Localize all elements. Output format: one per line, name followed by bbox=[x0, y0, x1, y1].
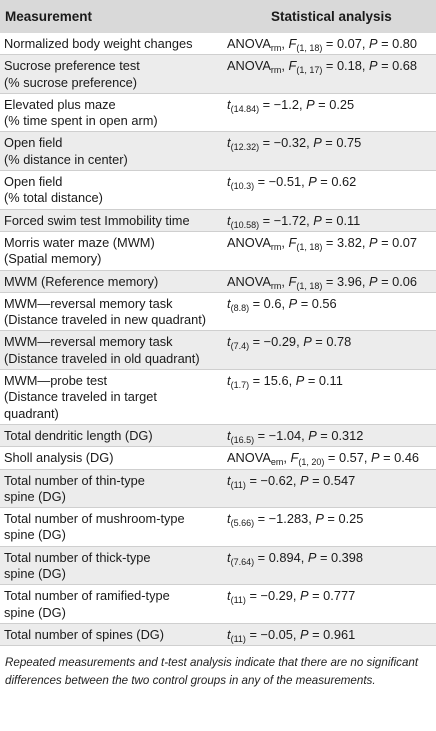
table-row bbox=[0, 292, 436, 331]
measurement-line: (Spatial memory) bbox=[4, 251, 102, 267]
t-symbol: t bbox=[227, 295, 231, 311]
p-value: 0.11 bbox=[318, 373, 343, 389]
table-row bbox=[0, 370, 436, 425]
measurement-cell bbox=[0, 508, 224, 547]
anova-subscript: rm bbox=[270, 280, 282, 291]
p-symbol: P bbox=[368, 234, 378, 250]
degrees-of-freedom: 1.7 bbox=[233, 380, 247, 391]
anova-subscript: rm bbox=[270, 65, 282, 76]
measurement-cell bbox=[0, 171, 224, 210]
statistic-cell: $ANOVA_{rm}$, $F_{(1, 18)} = 3.82$, P = 0.07 bbox=[224, 231, 436, 270]
p-symbol: P bbox=[371, 450, 380, 466]
t-symbol: t bbox=[227, 212, 231, 228]
measurement-line: Total dendritic length (DG) bbox=[4, 427, 153, 443]
degrees-of-freedom: 1, 18 bbox=[299, 241, 320, 252]
p-value: 0.46 bbox=[394, 450, 420, 466]
statistic-cell: $t_{(8.8)} = 0.6$, P = 0.56 bbox=[224, 292, 436, 331]
table-row bbox=[0, 270, 436, 292]
statistic-cell: $ANOVA_{rm}$, $F_{(1, 18)} = 0.07$, P = 0.80 bbox=[224, 33, 436, 55]
measurement-cell bbox=[0, 270, 224, 292]
df-subscript: (1, 18) bbox=[296, 280, 323, 291]
df-subscript: (1, 17) bbox=[296, 65, 323, 76]
p-value: 0.78 bbox=[326, 334, 352, 350]
degrees-of-freedom: 1, 17 bbox=[299, 65, 320, 76]
measurement-cell bbox=[0, 231, 224, 270]
statistic-cell: $t_{(12.32)} = -0.32$, P = 0.75 bbox=[224, 132, 436, 171]
t-symbol: t bbox=[227, 472, 231, 488]
p-symbol: P bbox=[313, 212, 322, 228]
t-value: −0.51 bbox=[268, 174, 302, 190]
df-subscript: (7.4) bbox=[230, 341, 250, 352]
table-row bbox=[0, 231, 436, 270]
t-symbol: t bbox=[227, 511, 231, 527]
df-subscript: (1.7) bbox=[230, 380, 250, 391]
measurement-line: Open field bbox=[4, 174, 63, 190]
t-value: 0.894 bbox=[268, 549, 301, 565]
table-footnote: Repeated measurements and t-test analysis indicate that there are no significant differences between the two control groups in any of the measurements. bbox=[5, 656, 419, 688]
table-row bbox=[0, 469, 436, 508]
df-subscript: (7.64) bbox=[230, 556, 255, 567]
p-symbol: P bbox=[303, 334, 312, 350]
measurement-cell bbox=[0, 331, 224, 370]
p-value: 0.312 bbox=[331, 427, 364, 443]
table-row bbox=[0, 424, 436, 446]
degrees-of-freedom: 10.58 bbox=[233, 219, 257, 230]
p-symbol: P bbox=[368, 36, 378, 51]
p-value: 0.75 bbox=[336, 135, 362, 151]
statistic-cell: $t_{(10.3)} = -0.51$, P = 0.62 bbox=[224, 171, 436, 210]
p-value: 0.56 bbox=[311, 295, 337, 311]
measurement-line: MWM—reversal memory task bbox=[4, 334, 173, 350]
df-subscript: (1, 18) bbox=[296, 43, 323, 53]
degrees-of-freedom: 7.4 bbox=[233, 341, 247, 352]
df-subscript: (14.84) bbox=[230, 103, 260, 114]
p-symbol: P bbox=[300, 472, 309, 488]
measurement-line: spine (DG) bbox=[4, 488, 66, 504]
f-value: 0.57 bbox=[338, 450, 364, 466]
degrees-of-freedom: 1, 18 bbox=[299, 43, 320, 53]
p-symbol: P bbox=[300, 588, 309, 604]
p-symbol: P bbox=[308, 427, 317, 443]
t-value: −0.32 bbox=[273, 135, 307, 151]
table-row bbox=[0, 55, 436, 94]
degrees-of-freedom: 5.66 bbox=[233, 518, 252, 529]
measurement-cell bbox=[0, 292, 224, 331]
table-row bbox=[0, 508, 436, 547]
p-value: 0.398 bbox=[330, 549, 364, 565]
f-value: 3.96 bbox=[336, 273, 362, 289]
t-symbol: t bbox=[227, 427, 231, 443]
p-symbol: P bbox=[288, 295, 298, 311]
table-row bbox=[0, 171, 436, 210]
df-subscript: (11) bbox=[230, 633, 246, 644]
p-symbol: P bbox=[307, 549, 317, 565]
measurement-line: Elevated plus maze bbox=[4, 96, 116, 112]
t-value: −1.2 bbox=[273, 96, 299, 112]
t-value: 0.6 bbox=[263, 295, 282, 311]
statistic-cell: $t_{(14.84)} = -1.2$, P = 0.25 bbox=[224, 93, 436, 132]
table-row bbox=[0, 132, 436, 171]
p-value: 0.80 bbox=[392, 36, 418, 51]
measurement-line: Sholl analysis (DG) bbox=[4, 450, 114, 466]
p-value: 0.25 bbox=[329, 96, 355, 112]
measurement-line: (% sucrose preference) bbox=[4, 74, 137, 90]
measurement-cell bbox=[0, 132, 224, 171]
t-value: −1.283 bbox=[268, 511, 309, 527]
measurement-cell bbox=[0, 546, 224, 585]
measurement-line: Total number of spines (DG) bbox=[4, 626, 165, 642]
statistic-cell: $t_{(7.4)} = -0.29$, P = 0.78 bbox=[224, 331, 436, 370]
anova-subscript: rm bbox=[270, 241, 282, 252]
statistic-cell: $ANOVA_{em}$, $F_{(1, 20)} = 0.57$, P = 0.46 bbox=[224, 447, 436, 469]
measurement-line: Total number of mushroom-type bbox=[4, 511, 185, 527]
statistics-table bbox=[0, 33, 436, 646]
df-subscript: (8.8) bbox=[230, 302, 250, 313]
table-row bbox=[0, 93, 436, 132]
measurement-line: Total number of thin-type bbox=[4, 472, 145, 488]
statistic-cell: $t_{(7.64)} = 0.894$, P = 0.398 bbox=[224, 546, 436, 585]
measurement-line: Morris water maze (MWM) bbox=[4, 234, 155, 250]
measurement-cell bbox=[0, 424, 224, 446]
measurement-cell bbox=[0, 209, 224, 231]
df-subscript: (11) bbox=[230, 595, 246, 606]
t-value: 15.6 bbox=[263, 373, 289, 389]
f-symbol: F bbox=[288, 234, 297, 250]
degrees-of-freedom: 11 bbox=[233, 479, 243, 490]
t-value: −0.05 bbox=[260, 626, 293, 642]
statistic-cell: $t_{(11)} = -0.29$, P = 0.777 bbox=[224, 585, 436, 624]
measurement-line: (Distance traveled in new quadrant) bbox=[4, 312, 207, 328]
degrees-of-freedom: 11 bbox=[233, 633, 243, 644]
t-symbol: t bbox=[227, 549, 231, 565]
measurement-line: (Distance traveled in target bbox=[4, 389, 157, 405]
measurement-line: (Distance traveled in old quadrant) bbox=[4, 350, 200, 366]
df-subscript: (10.3) bbox=[230, 181, 255, 192]
p-symbol: P bbox=[368, 273, 378, 289]
table-header bbox=[0, 0, 436, 33]
df-subscript: (5.66) bbox=[230, 518, 255, 529]
measurement-line: quadrant) bbox=[4, 405, 59, 421]
f-value: 0.18 bbox=[336, 58, 362, 74]
p-symbol: P bbox=[313, 135, 322, 151]
t-symbol: t bbox=[227, 174, 231, 190]
measurement-line: MWM—probe test bbox=[4, 373, 108, 389]
table-row bbox=[0, 33, 436, 55]
table-row bbox=[0, 447, 436, 469]
p-symbol: P bbox=[306, 96, 315, 112]
p-symbol: P bbox=[315, 511, 324, 527]
df-subscript: (1, 20) bbox=[298, 457, 325, 468]
t-symbol: t bbox=[227, 135, 231, 151]
p-value: 0.11 bbox=[336, 212, 361, 228]
measurement-line: spine (DG) bbox=[4, 527, 66, 543]
p-value: 0.62 bbox=[331, 174, 357, 190]
p-value: 0.06 bbox=[392, 273, 418, 289]
measurement-cell bbox=[0, 33, 224, 55]
statistic-cell: $t_{(10.58)} = -1.72$, P = 0.11 bbox=[224, 209, 436, 231]
t-symbol: t bbox=[227, 96, 231, 112]
f-value: 3.82 bbox=[336, 234, 362, 250]
statistic-cell: $t_{(5.66)} = -1.283$, P = 0.25 bbox=[224, 508, 436, 547]
df-subscript: (12.32) bbox=[230, 142, 260, 153]
degrees-of-freedom: 14.84 bbox=[233, 103, 257, 114]
p-symbol: P bbox=[308, 174, 317, 190]
t-value: −1.04 bbox=[268, 427, 302, 443]
anova-subscript: em bbox=[270, 457, 284, 468]
table-row bbox=[0, 585, 436, 624]
p-symbol: P bbox=[300, 626, 309, 642]
statistic-cell: $ANOVA_{rm}$, $F_{(1, 17)} = 0.18$, P = 0.68 bbox=[224, 55, 436, 94]
f-value: 0.07 bbox=[336, 36, 362, 51]
t-value: −1.72 bbox=[273, 212, 307, 228]
f-symbol: F bbox=[288, 273, 297, 289]
degrees-of-freedom: 11 bbox=[233, 595, 243, 606]
measurement-cell bbox=[0, 447, 224, 469]
measurement-line: (% time spent in open arm) bbox=[4, 113, 158, 129]
measurement-line: Total number of thick-type bbox=[4, 549, 151, 565]
measurement-cell bbox=[0, 370, 224, 425]
degrees-of-freedom: 12.32 bbox=[233, 142, 257, 153]
df-subscript: (16.5) bbox=[230, 434, 255, 445]
p-value: 0.777 bbox=[323, 588, 356, 604]
f-symbol: F bbox=[288, 58, 297, 74]
table-row bbox=[0, 623, 436, 645]
t-symbol: t bbox=[227, 373, 231, 389]
df-subscript: (10.58) bbox=[230, 219, 260, 230]
table-row bbox=[0, 546, 436, 585]
degrees-of-freedom: 10.3 bbox=[233, 181, 252, 192]
measurement-line: Forced swim test Immobility time bbox=[4, 212, 190, 228]
f-symbol: F bbox=[290, 450, 299, 466]
degrees-of-freedom: 1, 20 bbox=[301, 457, 322, 468]
measurement-line: spine (DG) bbox=[4, 604, 66, 620]
statistic-cell: $t_{(16.5)} = -1.04$, P = 0.312 bbox=[224, 424, 436, 446]
measurement-cell bbox=[0, 55, 224, 94]
measurement-cell bbox=[0, 469, 224, 508]
table-row bbox=[0, 209, 436, 231]
t-value: −0.29 bbox=[260, 588, 293, 604]
anova-subscript: rm bbox=[270, 43, 282, 53]
measurement-line: Normalized body weight changes bbox=[4, 36, 193, 51]
t-symbol: t bbox=[227, 626, 231, 642]
p-value: 0.07 bbox=[392, 234, 418, 250]
measurement-cell bbox=[0, 93, 224, 132]
degrees-of-freedom: 8.8 bbox=[233, 302, 247, 313]
header-measurement: Measurement bbox=[5, 9, 93, 24]
df-subscript: (1, 18) bbox=[296, 241, 323, 252]
table-row bbox=[0, 331, 436, 370]
degrees-of-freedom: 16.5 bbox=[233, 434, 252, 445]
measurement-line: MWM—reversal memory task bbox=[4, 295, 173, 311]
p-value: 0.68 bbox=[392, 58, 418, 74]
measurement-cell bbox=[0, 623, 224, 645]
p-value: 0.547 bbox=[323, 472, 356, 488]
t-symbol: t bbox=[227, 334, 231, 350]
p-symbol: P bbox=[368, 58, 378, 74]
measurement-line: Sucrose preference test bbox=[4, 58, 140, 74]
p-symbol: P bbox=[295, 373, 305, 389]
t-symbol: t bbox=[227, 588, 231, 604]
measurement-line: Open field bbox=[4, 135, 63, 151]
t-value: −0.29 bbox=[263, 334, 297, 350]
statistic-cell: $t_{(1.7)} = 15.6$, P = 0.11 bbox=[224, 370, 436, 425]
measurement-cell bbox=[0, 585, 224, 624]
measurement-line: (% distance in center) bbox=[4, 151, 128, 167]
degrees-of-freedom: 7.64 bbox=[233, 556, 252, 567]
p-value: 0.961 bbox=[323, 626, 356, 642]
measurement-line: (% total distance) bbox=[4, 190, 103, 206]
df-subscript: (11) bbox=[230, 479, 246, 490]
measurement-line: MWM (Reference memory) bbox=[4, 273, 159, 289]
statistic-cell: $t_{(11)} = -0.62$, P = 0.547 bbox=[224, 469, 436, 508]
statistic-cell: $t_{(11)} = -0.05$, P = 0.961 bbox=[224, 623, 436, 645]
statistic-cell: $ANOVA_{rm}$, $F_{(1, 18)} = 3.96$, P = 0.06 bbox=[224, 270, 436, 292]
measurement-line: spine (DG) bbox=[4, 566, 66, 582]
header-statistical-analysis: Statistical analysis bbox=[271, 9, 392, 24]
p-value: 0.25 bbox=[338, 511, 364, 527]
measurement-line: Total number of ramified-type bbox=[4, 588, 170, 604]
f-symbol: F bbox=[288, 36, 297, 51]
t-value: −0.62 bbox=[260, 472, 293, 488]
degrees-of-freedom: 1, 18 bbox=[299, 280, 320, 291]
